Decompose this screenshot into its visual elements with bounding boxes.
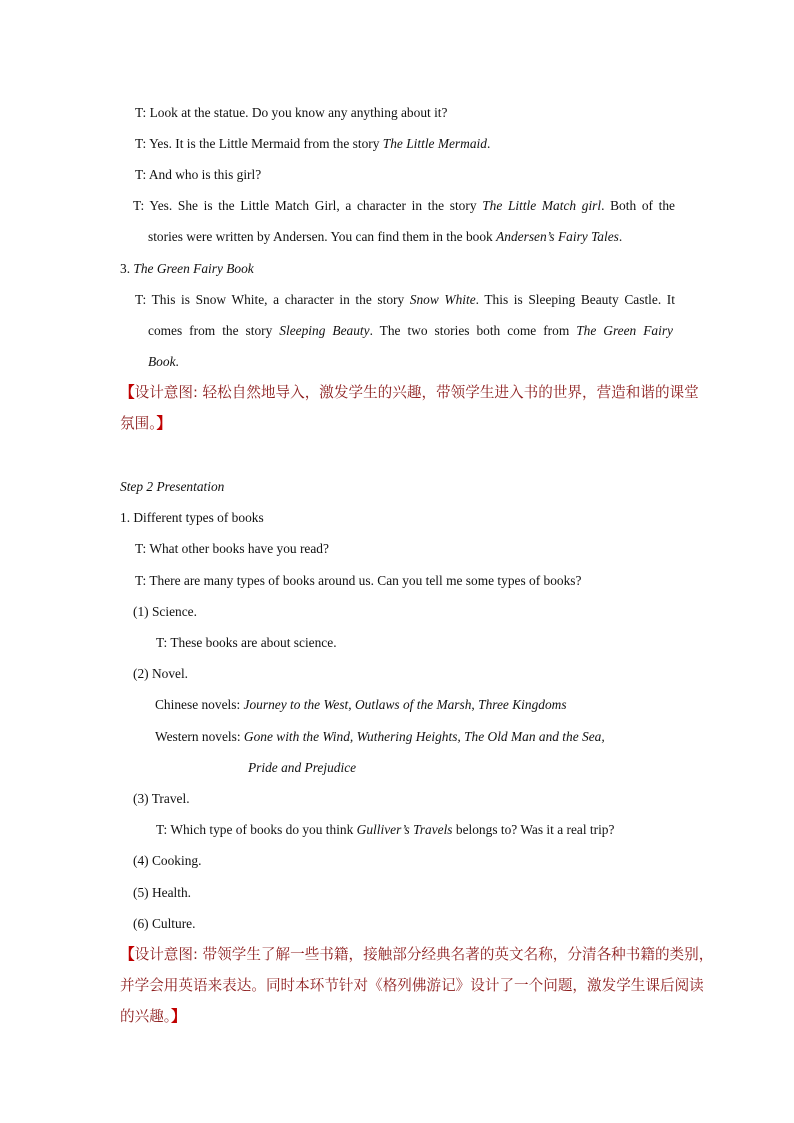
design-intent-note xyxy=(120,977,704,995)
dialogue-line xyxy=(135,291,675,309)
dialogue-line xyxy=(148,322,673,340)
text-run: 3. xyxy=(120,261,134,276)
text-run: . Both of the xyxy=(601,198,675,213)
step-heading xyxy=(120,478,224,496)
design-intent-note xyxy=(120,384,699,402)
text-run: . xyxy=(486,136,491,151)
dialogue-line xyxy=(135,135,490,153)
novel-list xyxy=(155,696,567,714)
book-title: Gulliver’s Travels xyxy=(356,822,453,837)
novel-list xyxy=(155,728,605,746)
book-title: Journey to the West xyxy=(243,697,349,712)
note-text: 并学会用英语来表达。同时本环节针对《格列佛游记》设计了一个问题，激发学生课后阅读 xyxy=(120,977,704,994)
note-text: 的兴趣。 xyxy=(120,1008,172,1025)
dialogue-line: T: What other books have you read? xyxy=(135,541,329,556)
text-run: stories were written by Andersen. You can find them in the book xyxy=(148,229,497,244)
text-run: . xyxy=(618,229,623,244)
book-title: The Little Mermaid xyxy=(382,136,487,151)
list-item: (4) Cooking. xyxy=(133,853,202,868)
book-title: Andersen’s Fairy Tales xyxy=(496,229,619,244)
book-title: The Green Fairy xyxy=(576,323,673,338)
book-title: Sleeping Beauty xyxy=(279,323,370,338)
text-run: , xyxy=(348,697,355,712)
book-title: Three Kingdoms xyxy=(478,697,567,712)
list-item: (3) Travel. xyxy=(133,791,190,806)
design-intent-note xyxy=(120,946,713,964)
note-text: 设计意图: 轻松自然地导入，激发学生的兴趣，带领学生进入书的世界，营造和谐的课堂 xyxy=(134,384,699,401)
dialogue-line: T: Look at the statue. Do you know any anything about it? xyxy=(135,105,448,120)
text-run: Chinese novels: xyxy=(155,697,244,712)
dialogue-line xyxy=(148,228,622,246)
section-heading xyxy=(120,260,254,278)
bracket: 】 xyxy=(171,1008,186,1025)
list-item: (5) Health. xyxy=(133,885,192,900)
text-run: Western novels: xyxy=(155,729,244,744)
text-run: comes from the story xyxy=(148,323,280,338)
design-intent-note xyxy=(120,1008,186,1026)
text-run: T: Yes. She is the Little Match Girl, a character in the story xyxy=(133,198,483,213)
bracket: 【 xyxy=(120,384,135,401)
text-run: belongs to? Was it a real trip? xyxy=(452,822,615,837)
text-run: T: Yes. It is the Little Mermaid from the story xyxy=(135,136,383,151)
bracket: 【 xyxy=(120,946,135,963)
list-item: (2) Novel. xyxy=(133,666,189,681)
step-title: Step 2 Presentation xyxy=(120,479,225,494)
list-item: (6) Culture. xyxy=(133,916,196,931)
dialogue-line xyxy=(156,821,614,839)
book-title: Book xyxy=(148,354,176,369)
text-run: . The two stories both come from xyxy=(369,323,577,338)
section-heading: 1. Different types of books xyxy=(120,510,264,525)
book-title: Gone with the Wind, Wuthering Heights, The Old Man and the Sea, xyxy=(243,729,605,744)
text-run: T: This is Snow White, a character in the story xyxy=(135,292,410,307)
design-intent-note xyxy=(120,415,171,433)
novel-list xyxy=(248,759,356,777)
text-run: , xyxy=(471,697,479,712)
dialogue-line: T: These books are about science. xyxy=(156,635,337,650)
note-text: 氛围。 xyxy=(120,415,157,432)
text-run: T: Which type of books do you think xyxy=(156,822,357,837)
text-run: . This is Sleeping Beauty Castle. It xyxy=(475,292,675,307)
dialogue-line: T: There are many types of books around us. Can you tell me some types of books? xyxy=(135,573,582,588)
book-title: Pride and Prejudice xyxy=(248,760,357,775)
dialogue-line: T: And who is this girl? xyxy=(135,167,262,182)
book-title: The Little Match girl xyxy=(482,198,602,213)
dialogue-line xyxy=(133,197,675,215)
book-title: Outlaws of the Marsh xyxy=(354,697,472,712)
book-title: The Green Fairy Book xyxy=(133,261,254,276)
note-text: 设计意图: 带领学生了解一些书籍，接触部分经典名著的英文名称，分清各种书籍的类别， xyxy=(134,946,714,963)
list-item: (1) Science. xyxy=(133,604,197,619)
book-title: Snow White xyxy=(409,292,476,307)
text-run: . xyxy=(175,354,179,369)
dialogue-line xyxy=(148,353,179,371)
bracket: 】 xyxy=(156,415,172,432)
